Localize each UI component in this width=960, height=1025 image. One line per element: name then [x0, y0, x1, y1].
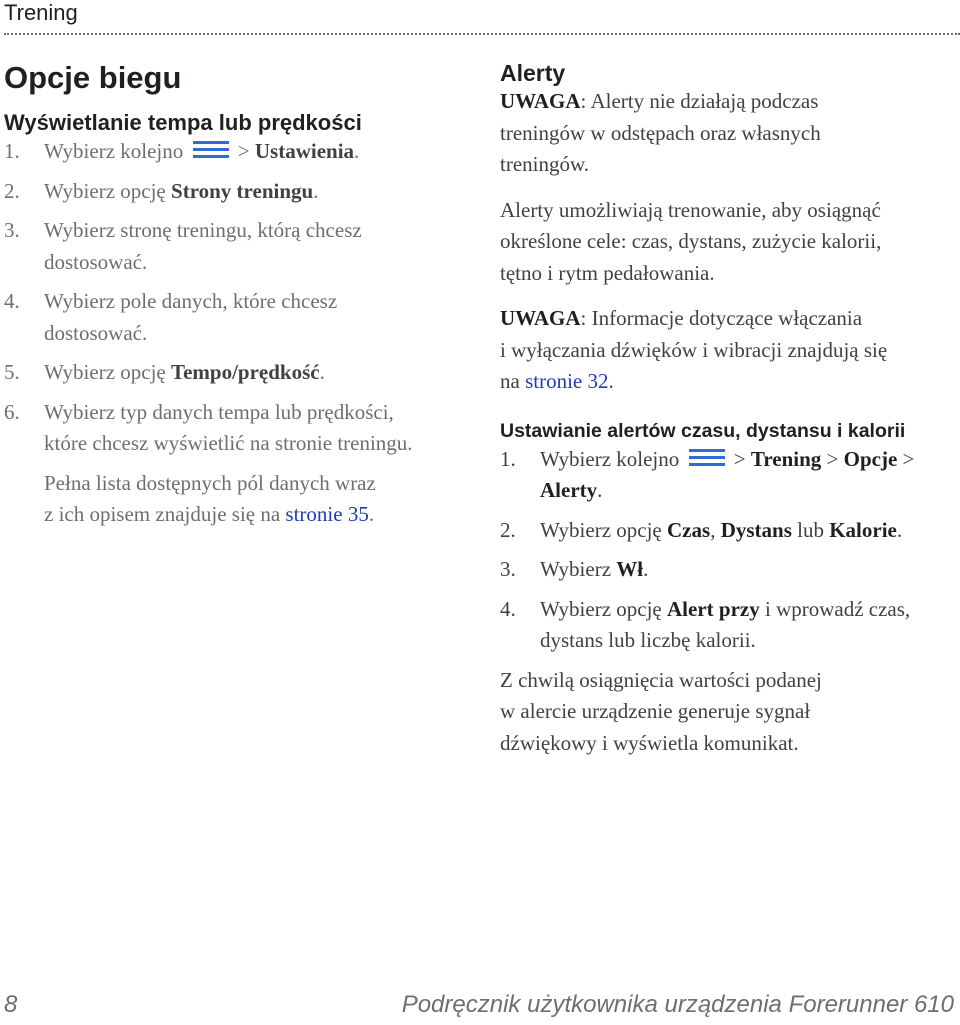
section-title-alerts: Alerty	[500, 60, 566, 86]
manual-title: Podręcznik użytkownika urządzenia Forerunner 610	[401, 991, 954, 1018]
alerts-description: Alerty umożliwiają trenowanie, aby osiągnąć określone cele: czas, dystans, zużycie kalorii, tętno i rytm pedałowania.	[500, 197, 882, 285]
right-column	[500, 56, 960, 759]
page-header	[0, 0, 960, 36]
section-title-run-options: Opcje biegu	[4, 60, 182, 95]
page-number: 8	[4, 991, 18, 1018]
list-item: 3. Wybierz stronę treningu, którą chcesz dostosować.	[4, 218, 362, 274]
list-item: 4. Wybierz opcję Alert przy i wprowadź czas, dystans lub liczbę kalorii.	[500, 596, 911, 652]
list-item: 5. Wybierz opcję Tempo/prędkość.	[4, 360, 325, 384]
list-item: 3. Wybierz Wł.	[500, 557, 649, 581]
list-item: 2. Wybierz opcję Czas, Dystans lub Kalorie.	[500, 517, 903, 542]
closing-paragraph: Z chwilą osiągnięcia wartości podanej w alercie urządzenie generuje sygnał dźwiękowy i wyświetla komunikat.	[500, 667, 822, 755]
page-32-link[interactable]: stronie 32	[525, 369, 609, 393]
pace-steps-list	[4, 136, 460, 460]
subsection-title-pace-speed: Wyświetlanie tempa lub prędkości	[4, 110, 362, 135]
warning-sound-note: UWAGA: Informacje dotyczące włączania i wyłączania dźwięków i wibracji znajdują się na stronie 32.	[500, 306, 888, 393]
note-label: UWAGA	[500, 89, 581, 113]
list-item: 2. Wybierz opcję Strony treningu.	[4, 178, 319, 203]
page-35-link[interactable]: stronie 35	[285, 502, 369, 526]
menu-icon	[191, 139, 231, 161]
option-training-pages: Strony treningu	[171, 178, 314, 203]
left-column	[4, 56, 460, 531]
list-item: 4. Wybierz pole danych, które chcesz dostosować.	[4, 289, 338, 345]
menu-path-settings: Ustawienia	[254, 139, 355, 163]
warning-alerts-note: UWAGA: Alerty nie działają podczas treningów w odstępach oraz własnych treningów.	[500, 89, 821, 176]
menu-icon	[687, 447, 727, 469]
note-label: UWAGA	[500, 306, 581, 330]
list-item: 1. Wybierz kolejno > Trening > Opcje > Alerty.	[500, 446, 915, 502]
list-item: 1. Wybierz kolejno > Ustawienia.	[4, 139, 360, 163]
data-fields-note: Pełna lista dostępnych pól danych wraz z ich opisem znajduje się na stronie 35.	[44, 470, 376, 526]
alert-steps-list	[500, 444, 960, 657]
subsection-title-set-alerts: Ustawianie alertów czasu, dystansu i kalorii	[500, 419, 906, 442]
header-divider	[4, 33, 960, 35]
list-item: 6. Wybierz typ danych tempa lub prędkości, które chcesz wyświetlić na stronie treningu.	[4, 399, 413, 455]
section-label: Trening	[4, 0, 78, 25]
option-pace-speed: Tempo/prędkość	[171, 360, 320, 384]
